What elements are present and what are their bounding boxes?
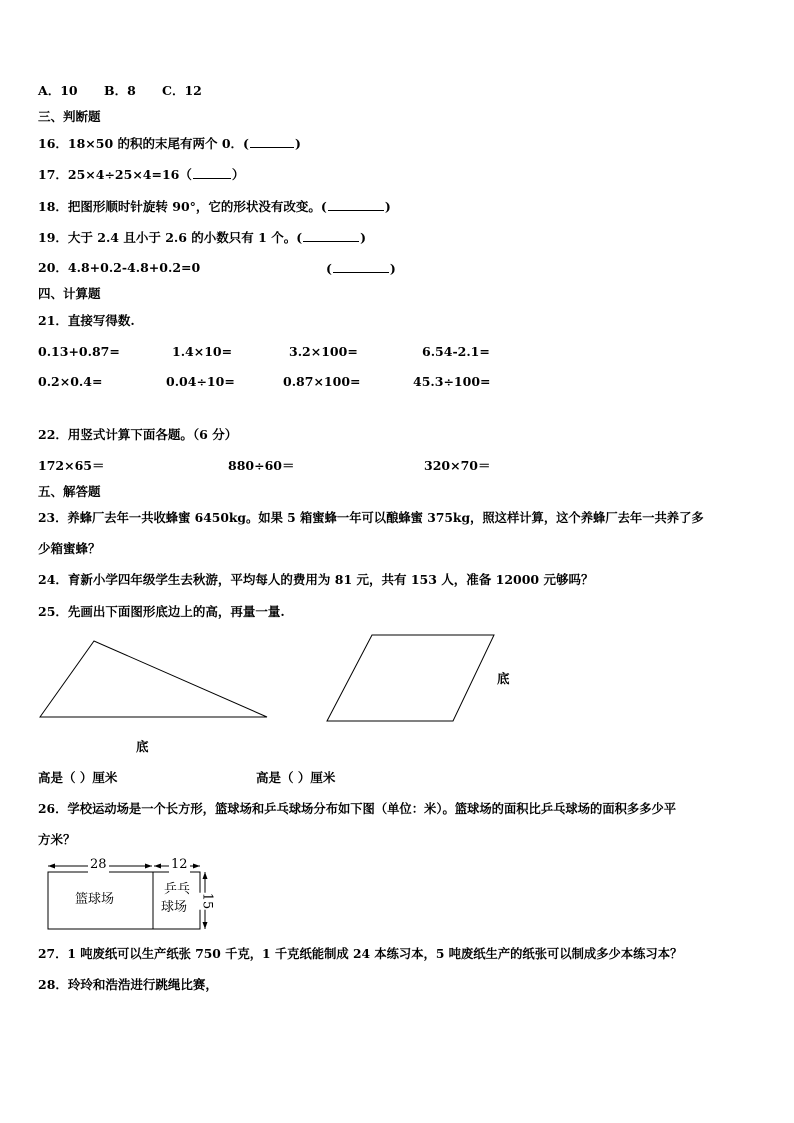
question-26-line2: 方米？ [38,832,76,847]
dim-label-12: 12 [171,857,188,872]
close-paren: ） [231,167,245,182]
basketball-court-label: 篮球场 [75,892,115,907]
open-paren: ( [326,261,332,276]
base-label-left: 底 [136,739,149,754]
question-27: 27．1 吨废纸可以生产纸张 750 千克，1 千克纸能制成 24 本练习本，5 吨废纸生产的纸张可以制成多少本练习本？ [38,946,683,961]
question-18-text: 18．把图形顺时针旋转 90°，它的形状没有改变。( [38,199,327,214]
arrow-right [145,864,152,869]
section-title-calculation: 四、计算题 [38,286,101,301]
question-22-title: 22．用竖式计算下面各题。（6 分） [38,427,238,442]
arrow-up [203,872,208,879]
question-26-line1: 26．学校运动场是一个长方形，篮球场和乒乓球场分布如下图（单位：米）。篮球场的面积比乒乓球场的面积多多少平 [38,801,677,816]
close-paren: ) [389,261,396,276]
vertical-calc-item: 172×65＝ [38,458,105,473]
calc-item: 0.87×100= [283,374,361,389]
question-23-line1: 23．养蜂厂去年一共收蜂蜜 6450kg。如果 5 箱蜜蜂一年可以酿蜂蜜 375kg，照这样计算，这个养蜂厂去年一共养了多 [38,510,704,525]
section-title-judgement: 三、判断题 [38,109,101,124]
arrow-right [193,864,200,869]
choice-a: A．10 [38,83,78,98]
vertical-calc-item: 320×70＝ [424,458,491,473]
question-20: 20．4.8+0.2-4.8+0.2=0 [38,260,201,275]
vertical-calc-item: 880÷60＝ [228,458,295,473]
question-16-text: 16．18×50 的积的末尾有两个 0．( [38,136,249,151]
question-28: 28．玲玲和浩浩进行跳绳比赛， [38,977,218,992]
height-answer-right: 高是（ ）厘米 [256,770,336,785]
pingpong-label-1: 乒乓 [164,882,191,897]
arrow-down [203,922,208,929]
question-24: 24．育新小学四年级学生去秋游，平均每人的费用为 81 元，共有 153 人，准备 12000 元够吗？ [38,572,594,587]
calc-item: 6.54-2.1= [422,344,490,359]
dim-label-15: 15 [199,892,215,910]
calc-item: 0.13+0.87= [38,344,120,359]
choice-c: C．12 [162,83,202,98]
close-paren: ) [294,136,301,151]
arrow-left [154,864,161,869]
base-label-right: 底 [497,671,510,686]
close-paren: ) [360,230,367,245]
question-19-text: 19．大于 2.4 且小于 2.6 的小数只有 1 个。( [38,230,303,245]
height-answer-left: 高是（ ）厘米 [38,770,118,785]
calc-item: 45.3÷100= [413,374,491,389]
question-17-text: 17．25×4÷25×4=16（ [38,167,192,182]
pingpong-label-2: 球场 [161,900,188,915]
question-21-title: 21．直接写得数. [38,313,135,328]
question-23-line2: 少箱蜜蜂？ [38,541,101,556]
calc-item: 0.2×0.4= [38,374,103,389]
question-25-title: 25．先画出下面图形底边上的高，再量一量. [38,604,285,619]
arrow-left [48,864,55,869]
calc-item: 3.2×100= [289,344,358,359]
calc-item: 0.04÷10= [166,374,235,389]
section-title-solutions: 五、解答题 [38,484,101,499]
calc-item: 1.4×10= [172,344,233,359]
close-paren: ) [384,199,391,214]
dim-label-28: 28 [90,857,107,872]
choice-b: B．8 [104,83,136,98]
